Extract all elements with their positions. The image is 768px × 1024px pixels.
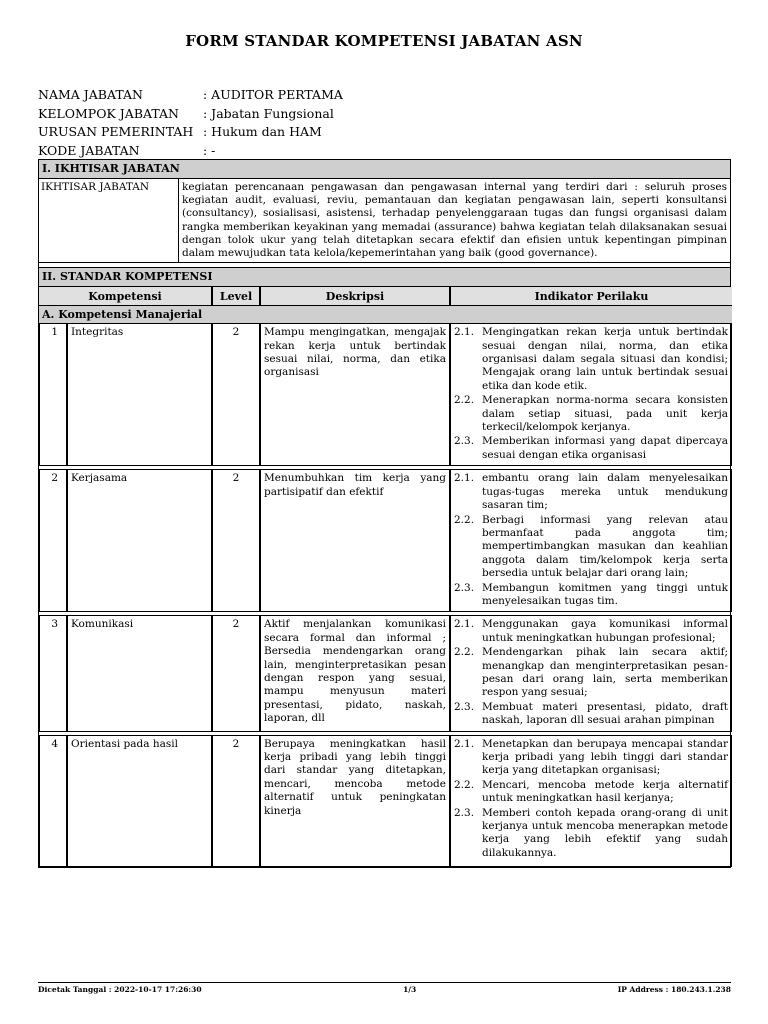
competency-row (39, 736, 732, 867)
indicator-item (454, 472, 728, 512)
page-footer (38, 982, 731, 994)
column-header-indikator: Indikator Perilaku (450, 287, 732, 306)
competency-name: Kerjasama (67, 470, 212, 612)
competency-description: Berupaya meningkatkan hasil kerja pribadi yang lebih tinggi dari standar yang ditetapkan, mencari, mencoba metode alternatif untuk peningkatan kinerja (260, 736, 450, 867)
indicator-item (454, 807, 728, 861)
indicator-text: Mencari, mencoba metode kerja alternatif untuk meningkatkan hasil kerjanya; (482, 778, 728, 805)
competency-row (39, 616, 732, 731)
competency-name: Orientasi pada hasil (67, 736, 212, 867)
indicator-text: Menetapkan dan berupaya mencapai standar kerja pribadi yang lebih tinggi dari standar kerja yang ditetapkan organisasi; (482, 737, 728, 777)
meta-value: : Hukum dan HAM (203, 124, 322, 139)
competency-number: 1 (39, 324, 67, 466)
indicator-item (454, 779, 728, 806)
section-ikhtisar-heading: I. IKHTISAR JABATAN (39, 160, 730, 179)
indicator-number: 2.3. (454, 435, 475, 448)
indicator-text: Mendengarkan pihak lain secara aktif; menangkap dan menginterpretasikan pesan-pesan dari orang lain, serta memberikan respon yang sesuai; (482, 646, 728, 699)
indicator-text: Berbagi informasi yang relevan atau bermanfaat pada anggota tim; mempertimbangkan masukan dan keahlian anggota dalam tim/kelompok kerja serta bersedia untuk belajar dari orang lain; (482, 513, 728, 580)
indicator-number: 2.2. (454, 778, 475, 791)
meta-value: : AUDITOR PERTAMA (203, 87, 343, 102)
page-title: FORM STANDAR KOMPETENSI JABATAN ASN (185, 32, 583, 50)
indicator-item (454, 701, 728, 728)
section-standar-heading: II. STANDAR KOMPETENSI (39, 268, 730, 287)
competency-row (39, 324, 732, 466)
meta-label: KELOMPOK JABATAN (38, 105, 179, 121)
indicator-item (454, 394, 728, 434)
meta-label: KODE JABATAN (38, 142, 140, 158)
indicator-item (454, 618, 728, 645)
behavior-indicators (450, 616, 732, 731)
indicator-number: 2.2. (454, 513, 475, 526)
meta-row-kode-jabatan (38, 142, 732, 161)
indicator-item (454, 738, 728, 778)
column-header-deskripsi: Deskripsi (260, 287, 450, 306)
indicator-text: Membangun komitmen yang tinggi untuk menyelesaikan tugas tim. (482, 581, 728, 607)
competency-number: 2 (39, 470, 67, 612)
indicator-number: 2.2. (454, 646, 475, 659)
competency-row (39, 470, 732, 612)
behavior-indicators (450, 324, 732, 466)
page-number: 1/3 (403, 985, 417, 994)
ikhtisar-row (39, 179, 730, 263)
competency-description: Aktif menjalankan komunikasi secara formal dan informal ; Bersedia mendengarkan orang lain, menginterpretasikan pesan dengan respon yang sesuai, mampu menyusun materi presentasi, pidato, naskah, laporan, dll (260, 616, 450, 731)
competency-sheet (38, 159, 731, 868)
indicator-text: Memberi contoh kepada orang-orang di unit kerjanya untuk mencoba menerapkan metode kerja yang lebih efektif yang sudah dilakukannya. (482, 806, 728, 859)
competency-number: 4 (39, 736, 67, 867)
competency-level: 2 (212, 736, 260, 867)
indicator-text: Memberikan informasi yang dapat dipercaya sesuai dengan etika organisasi (482, 435, 728, 461)
indicator-number: 2.1. (454, 472, 475, 485)
competency-level: 2 (212, 616, 260, 731)
behavior-indicators (450, 736, 732, 867)
indicator-number: 2.3. (454, 700, 475, 713)
competency-rows (39, 324, 732, 866)
meta-label: NAMA JABATAN (38, 87, 143, 102)
indicator-number: 2.1. (454, 618, 475, 631)
indicator-number: 2.3. (454, 581, 475, 594)
meta-value: : Jabatan Fungsional (203, 105, 334, 121)
column-header-level: Level (212, 287, 260, 306)
ikhtisar-label: IKHTISAR JABATAN (39, 179, 179, 262)
category-row (39, 306, 732, 324)
competency-table (39, 287, 732, 866)
print-date: Dicetak Tanggal : 2022-10-17 17:26:30 (38, 985, 202, 994)
meta-value: : - (203, 142, 216, 158)
indicator-item (454, 326, 728, 393)
meta-row-kelompok-jabatan (38, 105, 732, 124)
indicator-item (454, 582, 728, 609)
category-label: A. Kompetensi Manajerial (39, 306, 732, 324)
indicator-number: 2.1. (454, 326, 475, 339)
competency-name: Integritas (67, 324, 212, 466)
ip-address: IP Address : 180.243.1.238 (617, 985, 731, 994)
ikhtisar-text: kegiatan perencanaan pengawasan dan pengawasan internal yang terdiri dari : seluruh proses kegiatan audit, evaluasi, reviu, pemantauan dan kegiatan pengawasan lain, seperti konsultansi (consultancy), sosialisasi, asistensi, terhadap penyelenggaraan tugas dan fungsi organisasi dalam rangka memberikan keyakinan yang memadai (assurance) bahwa kegiatan telah dilaksanakan sesuai dengan tolok ukur yang telah ditetapkan secara efektif dan efisien untuk kepentingan pimpinan dalam mewujudkan tata kelola/kepemerintahan yang baik (good governance). (182, 181, 727, 260)
indicator-text: Menggunakan gaya komunikasi informal untuk meningkatkan hubungan profesional; (482, 618, 728, 644)
indicator-number: 2.2. (454, 394, 475, 407)
competency-description: Menumbuhkan tim kerja yang partisipatif dan efektif (260, 470, 450, 612)
job-metadata (38, 86, 732, 160)
indicator-text: embantu orang lain dalam menyelesaikan tugas-tugas mereka untuk mendukung sasaran tim; (482, 472, 728, 512)
indicator-text: Menerapkan norma-norma secara konsisten dalam setiap situasi, pada unit kerja terkecil/kelompok kerjanya. (482, 394, 728, 434)
indicator-item (454, 435, 728, 462)
meta-row-nama-jabatan (38, 86, 732, 105)
table-header-row (39, 287, 732, 306)
column-header-kompetensi: Kompetensi (39, 287, 212, 306)
competency-level: 2 (212, 470, 260, 612)
behavior-indicators (450, 470, 732, 612)
indicator-text: Mengingatkan rekan kerja untuk bertindak sesuai dengan nilai, norma, dan etika organisasi dalam segala situasi dan kondisi; Mengajak orang lain untuk bertindak sesuai etika dan kode etik. (482, 326, 728, 392)
competency-level: 2 (212, 324, 260, 466)
indicator-number: 2.3. (454, 806, 475, 819)
meta-label: URUSAN PEMERINTAH (38, 124, 194, 139)
indicator-text: Membuat materi presentasi, pidato, draft naskah, laporan dll sesuai arahan pimpinan (482, 700, 728, 727)
competency-description: Mampu mengingatkan, mengajak rekan kerja untuk bertindak sesuai nilai, norma, dan etika organisasi (260, 324, 450, 466)
meta-row-urusan-pemerintah (38, 123, 732, 142)
indicator-number: 2.1. (454, 737, 475, 750)
competency-name: Komunikasi (67, 616, 212, 731)
competency-number: 3 (39, 616, 67, 731)
indicator-item (454, 646, 728, 700)
indicator-item (454, 514, 728, 581)
